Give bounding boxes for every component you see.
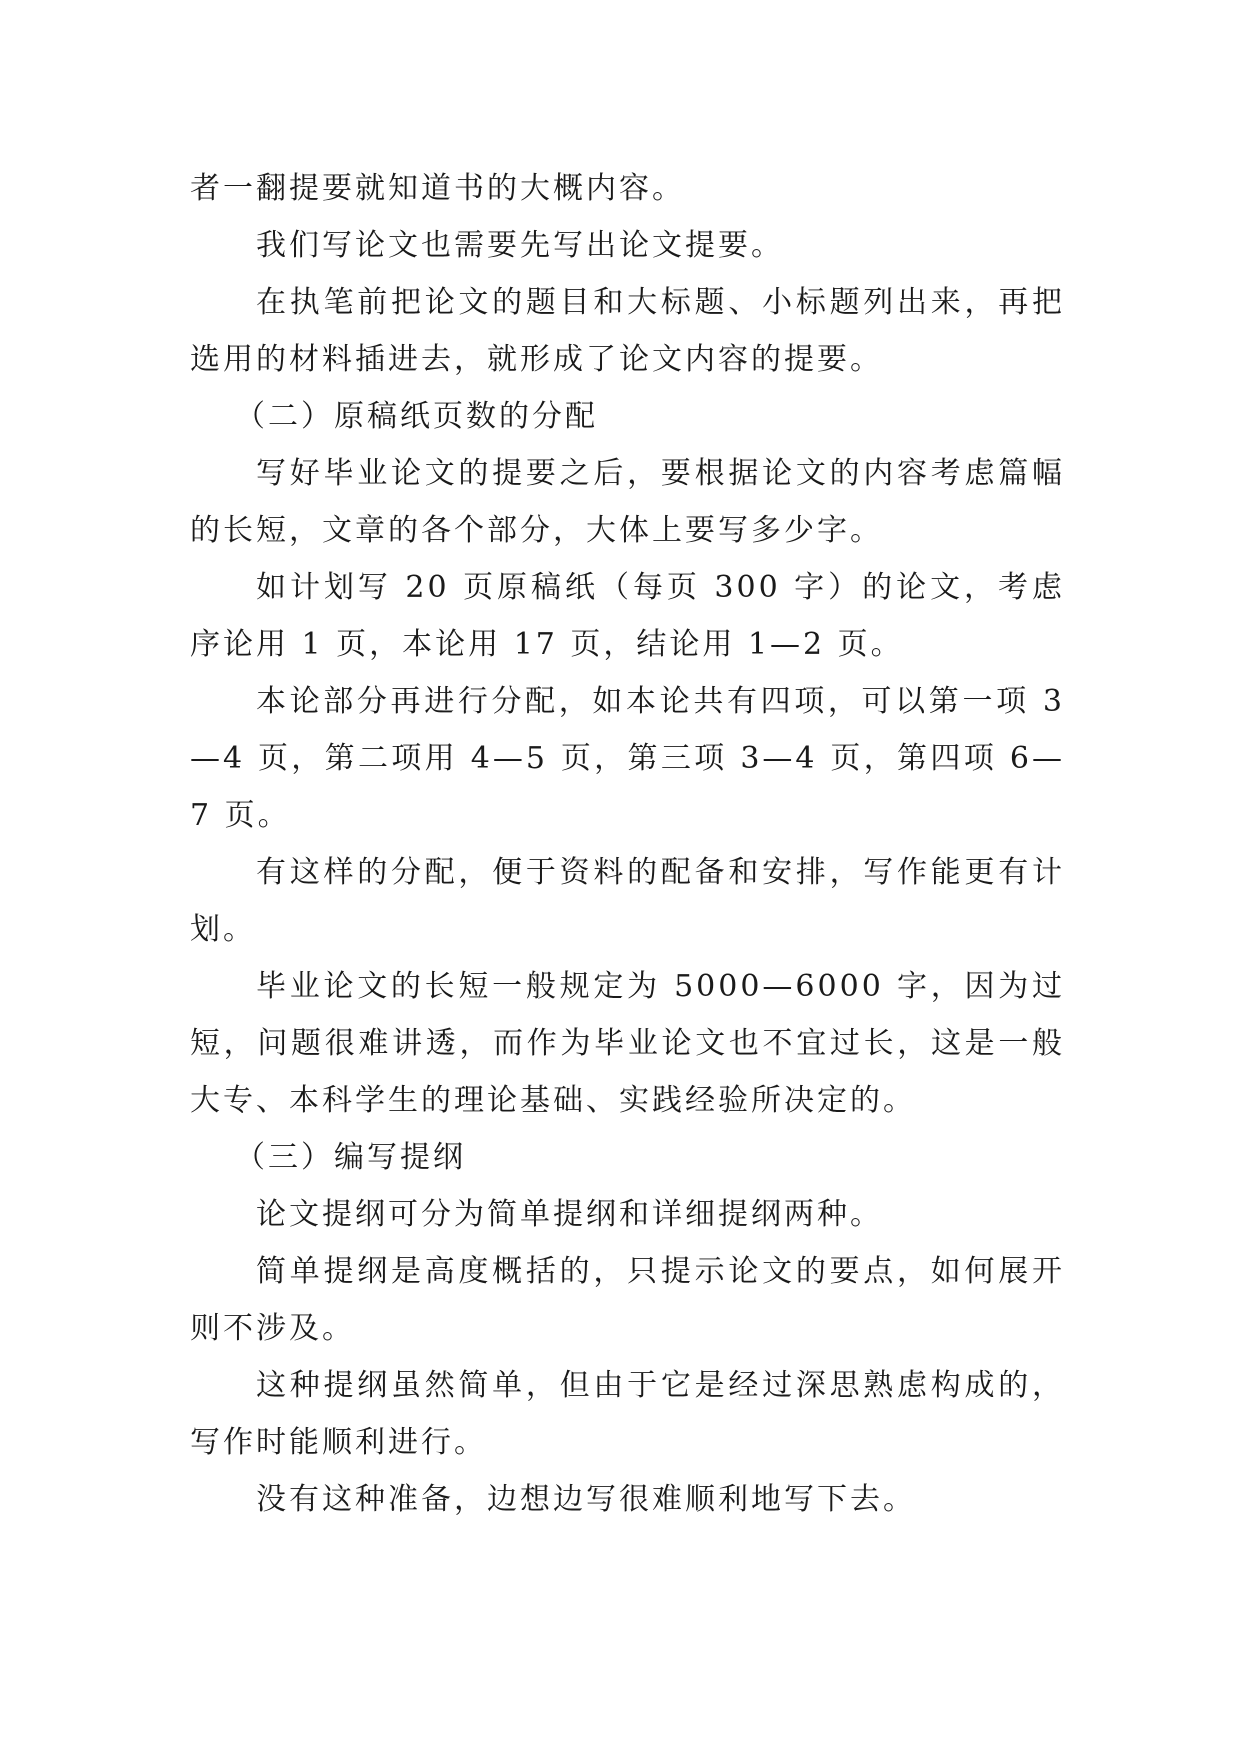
document-body <box>190 160 1065 1528</box>
section-heading-2: （二）原稿纸页数的分配 <box>235 399 598 434</box>
paragraph-11: 这种提纲虽然简单，但由于它是经过深思熟虑构成的，写作时能顺利进行。 <box>190 1368 1065 1460</box>
paragraph-10: 简单提纲是高度概括的，只提示论文的要点，如何展开则不涉及。 <box>190 1254 1065 1346</box>
paragraph-12: 没有这种准备，边想边写很难顺利地写下去。 <box>256 1482 916 1517</box>
paragraph-4: 写好毕业论文的提要之后，要根据论文的内容考虑篇幅的长短，文章的各个部分，大体上要写多少字。 <box>190 456 1065 548</box>
paragraph-9: 论文提纲可分为简单提纲和详细提纲两种。 <box>256 1197 883 1232</box>
paragraph-5: 如计划写 20 页原稿纸（每页 300 字）的论文，考虑序论用 1 页，本论用 17 页，结论用 1—2 页。 <box>190 570 1065 662</box>
paragraph-7: 有这样的分配，便于资料的配备和安排，写作能更有计划。 <box>190 855 1065 947</box>
paragraph-6: 本论部分再进行分配，如本论共有四项，可以第一项 3—4 页，第二项用 4—5 页，第三项 3—4 页，第四项 6—7 页。 <box>190 684 1065 833</box>
paragraph-2: 我们写论文也需要先写出论文提要。 <box>256 228 784 263</box>
paragraph-8: 毕业论文的长短一般规定为 5000—6000 字，因为过短，问题很难讲透，而作为毕业论文也不宜过长，这是一般大专、本科学生的理论基础、实践经验所决定的。 <box>190 969 1065 1118</box>
paragraph-1: 者一翻提要就知道书的大概内容。 <box>190 171 685 206</box>
section-heading-3: （三）编写提纲 <box>235 1140 466 1175</box>
paragraph-3: 在执笔前把论文的题目和大标题、小标题列出来，再把选用的材料插进去，就形成了论文内容的提要。 <box>190 285 1065 377</box>
